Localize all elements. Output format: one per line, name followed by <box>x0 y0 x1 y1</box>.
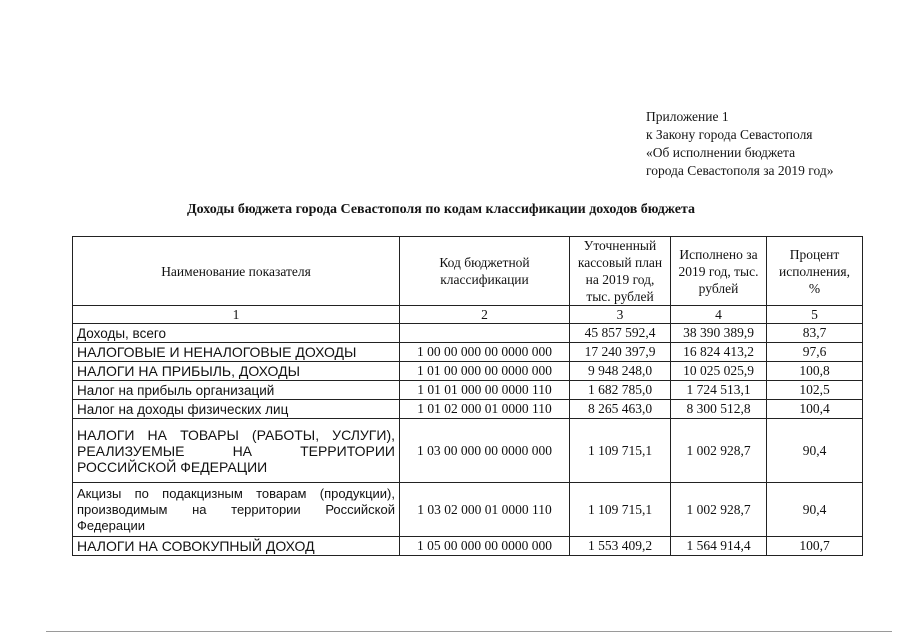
table-row <box>73 400 863 419</box>
header-code: Код бюджетной классификации <box>400 237 570 306</box>
appendix-line-3: «Об исполнении бюджета <box>646 145 796 160</box>
row-percent: 97,6 <box>767 343 863 362</box>
row-percent: 83,7 <box>767 324 863 343</box>
column-number: 4 <box>671 306 767 324</box>
row-name: НАЛОГИ НА СОВОКУПНЫЙ ДОХОД <box>73 537 400 556</box>
budget-revenue-table <box>72 236 863 556</box>
row-plan: 45 857 592,4 <box>570 324 671 343</box>
header-pct: Процент исполнения, % <box>767 237 863 306</box>
table-row <box>73 537 863 556</box>
row-fact: 1 002 928,7 <box>671 419 767 483</box>
table-row <box>73 381 863 400</box>
appendix-line-1: Приложение 1 <box>646 109 729 124</box>
table-row <box>73 343 863 362</box>
row-name: НАЛОГОВЫЕ И НЕНАЛОГОВЫЕ ДОХОДЫ <box>73 343 400 362</box>
column-number: 2 <box>400 306 570 324</box>
row-fact: 38 390 389,9 <box>671 324 767 343</box>
row-percent: 100,7 <box>767 537 863 556</box>
table-row <box>73 419 863 483</box>
appendix-line-2: к Закону города Севастополя <box>646 127 813 142</box>
row-name: Налог на прибыль организаций <box>73 381 400 400</box>
row-plan: 1 109 715,1 <box>570 483 671 537</box>
row-name: Акцизы по подакцизным товарам (продукции), производимым на территории Российской Федерации <box>73 483 400 537</box>
appendix-line-4: города Севастополя за 2019 год» <box>646 163 834 178</box>
row-plan: 1 109 715,1 <box>570 419 671 483</box>
row-fact: 1 724 513,1 <box>671 381 767 400</box>
row-name: НАЛОГИ НА ТОВАРЫ (РАБОТЫ, УСЛУГИ), РЕАЛИЗУЕМЫЕ НА ТЕРРИТОРИИ РОССИЙСКОЙ ФЕДЕРАЦИИ <box>73 419 400 483</box>
row-code: 1 03 02 000 01 0000 110 <box>400 483 570 537</box>
header-name: Наименование показателя <box>73 237 400 306</box>
page-bottom-rule <box>46 631 892 632</box>
row-percent: 90,4 <box>767 419 863 483</box>
row-code: 1 01 02 000 01 0000 110 <box>400 400 570 419</box>
table-row <box>73 483 863 537</box>
column-number: 3 <box>570 306 671 324</box>
row-percent: 102,5 <box>767 381 863 400</box>
row-fact: 16 824 413,2 <box>671 343 767 362</box>
appendix-note <box>646 108 833 180</box>
header-fact: Исполнено за 2019 год, тыс. рублей <box>671 237 767 306</box>
row-percent: 90,4 <box>767 483 863 537</box>
table-row <box>73 324 863 343</box>
row-name: НАЛОГИ НА ПРИБЫЛЬ, ДОХОДЫ <box>73 362 400 381</box>
row-plan: 1 682 785,0 <box>570 381 671 400</box>
header-plan: Уточненный кассовый план на 2019 год, тыс. рублей <box>570 237 671 306</box>
row-code: 1 00 00 000 00 0000 000 <box>400 343 570 362</box>
row-percent: 100,4 <box>767 400 863 419</box>
document-title: Доходы бюджета города Севастополя по кодам классификации доходов бюджета <box>187 202 695 217</box>
row-plan: 1 553 409,2 <box>570 537 671 556</box>
header-row <box>73 237 863 306</box>
column-number: 5 <box>767 306 863 324</box>
column-number: 1 <box>73 306 400 324</box>
row-code <box>400 324 570 343</box>
row-code: 1 01 01 000 00 0000 110 <box>400 381 570 400</box>
row-percent: 100,8 <box>767 362 863 381</box>
row-plan: 9 948 248,0 <box>570 362 671 381</box>
row-fact: 1 564 914,4 <box>671 537 767 556</box>
table-row <box>73 362 863 381</box>
row-fact: 1 002 928,7 <box>671 483 767 537</box>
row-name: Доходы, всего <box>73 324 400 343</box>
row-code: 1 05 00 000 00 0000 000 <box>400 537 570 556</box>
row-name: Налог на доходы физических лиц <box>73 400 400 419</box>
row-plan: 17 240 397,9 <box>570 343 671 362</box>
row-fact: 8 300 512,8 <box>671 400 767 419</box>
row-code: 1 01 00 000 00 0000 000 <box>400 362 570 381</box>
column-number-row <box>73 306 863 324</box>
row-plan: 8 265 463,0 <box>570 400 671 419</box>
row-code: 1 03 00 000 00 0000 000 <box>400 419 570 483</box>
row-fact: 10 025 025,9 <box>671 362 767 381</box>
